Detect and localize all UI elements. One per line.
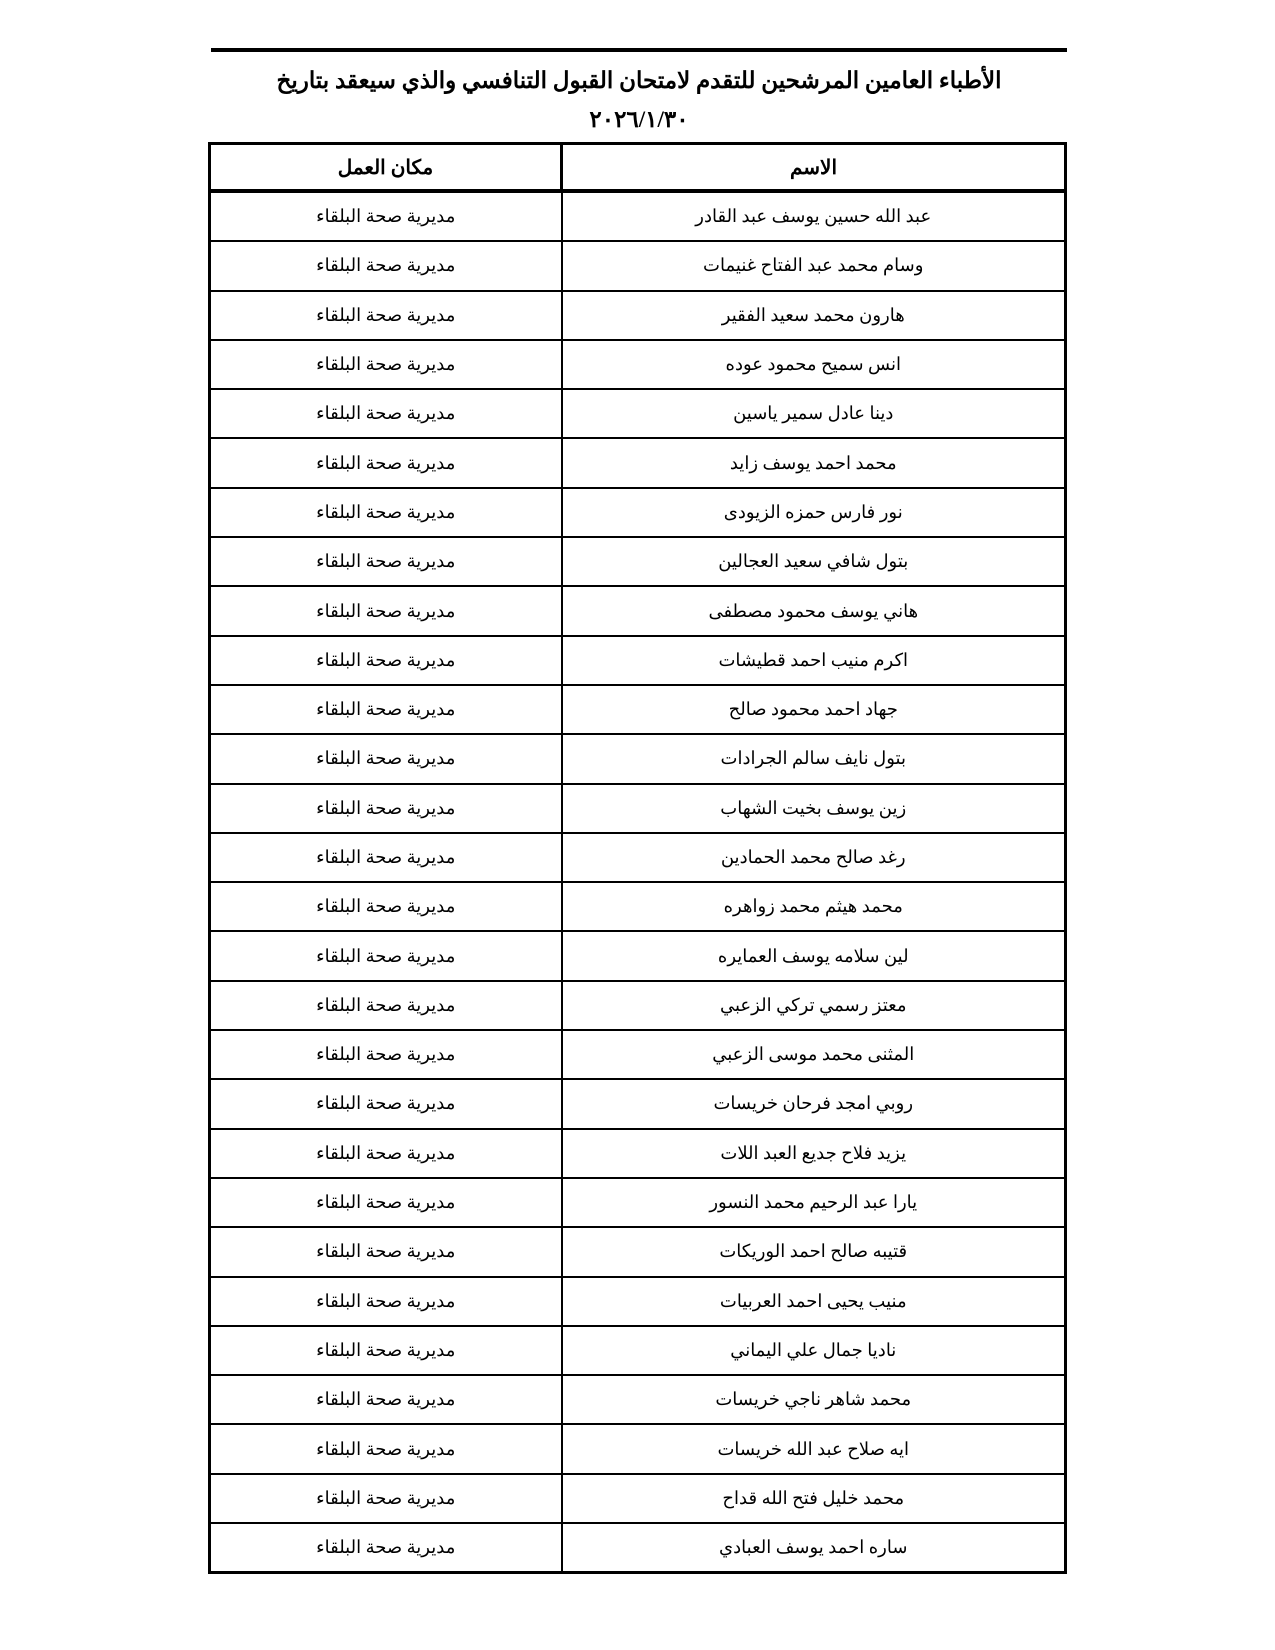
workplace-cell: مديرية صحة البلقاء [210, 1474, 562, 1523]
table-row [210, 191, 1066, 241]
candidate-name-cell: محمد هيثم محمد زواهره [562, 882, 1066, 931]
table-body [210, 191, 1066, 1573]
candidate-name-cell: هاني يوسف محمود مصطفى [562, 586, 1066, 635]
table-row [210, 438, 1066, 487]
table-row [210, 1277, 1066, 1326]
table-row [210, 586, 1066, 635]
document-date: ٢٠٢٦/١/٣٠ [589, 107, 689, 132]
table-row [210, 1424, 1066, 1473]
candidate-name-cell: نور فارس حمزه الزيودى [562, 488, 1066, 537]
candidate-name-cell: روبي امجد فرحان خريسات [562, 1079, 1066, 1128]
table-row [210, 1474, 1066, 1523]
table-row [210, 340, 1066, 389]
workplace-cell: مديرية صحة البلقاء [210, 1129, 562, 1178]
document-content [211, 48, 1067, 1574]
workplace-cell: مديرية صحة البلقاء [210, 1523, 562, 1573]
workplace-cell: مديرية صحة البلقاء [210, 340, 562, 389]
workplace-cell: مديرية صحة البلقاء [210, 586, 562, 635]
workplace-cell: مديرية صحة البلقاء [210, 1277, 562, 1326]
workplace-cell: مديرية صحة البلقاء [210, 438, 562, 487]
workplace-cell: مديرية صحة البلقاء [210, 685, 562, 734]
table-row [210, 931, 1066, 980]
workplace-cell: مديرية صحة البلقاء [210, 389, 562, 438]
candidate-name-cell: لين سلامه يوسف العمايره [562, 931, 1066, 980]
candidate-name-cell: قتيبه صالح احمد الوريكات [562, 1227, 1066, 1276]
table-row [210, 1375, 1066, 1424]
workplace-cell: مديرية صحة البلقاء [210, 833, 562, 882]
document-title: الأطباء العامين المرشحين للتقدم لامتحان القبول التنافسي والذي سيعقد بتاريخ [276, 68, 1002, 93]
workplace-cell: مديرية صحة البلقاء [210, 882, 562, 931]
table-row [210, 537, 1066, 586]
table-row [210, 882, 1066, 931]
table-row [210, 784, 1066, 833]
candidate-name-cell: ناديا جمال علي اليماني [562, 1326, 1066, 1375]
table-row [210, 241, 1066, 290]
workplace-cell: مديرية صحة البلقاء [210, 784, 562, 833]
candidate-name-cell: دينا عادل سمير ياسين [562, 389, 1066, 438]
workplace-cell: مديرية صحة البلقاء [210, 1079, 562, 1128]
table-row [210, 981, 1066, 1030]
table-row [210, 1030, 1066, 1079]
workplace-cell: مديرية صحة البلقاء [210, 1326, 562, 1375]
workplace-cell: مديرية صحة البلقاء [210, 1227, 562, 1276]
table-row [210, 389, 1066, 438]
table-row [210, 291, 1066, 340]
workplace-cell: مديرية صحة البلقاء [210, 931, 562, 980]
candidate-name-cell: رغد صالح محمد الحمادين [562, 833, 1066, 882]
candidate-name-cell: هارون محمد سعيد الفقير [562, 291, 1066, 340]
title-rule [211, 48, 1067, 52]
candidate-name-cell: محمد شاهر ناجي خريسات [562, 1375, 1066, 1424]
candidate-name-cell: ساره احمد يوسف العبادي [562, 1523, 1066, 1573]
candidate-name-cell: ايه صلاح عبد الله خريسات [562, 1424, 1066, 1473]
candidate-name-cell: منيب يحيى احمد العربيات [562, 1277, 1066, 1326]
workplace-cell: مديرية صحة البلقاء [210, 537, 562, 586]
column-header-workplace: مكان العمل [210, 144, 562, 192]
workplace-cell: مديرية صحة البلقاء [210, 981, 562, 1030]
table-row [210, 488, 1066, 537]
workplace-cell: مديرية صحة البلقاء [210, 291, 562, 340]
workplace-cell: مديرية صحة البلقاء [210, 191, 562, 241]
candidate-name-cell: عبد الله حسين يوسف عبد القادر [562, 191, 1066, 241]
candidates-table [208, 142, 1067, 1574]
workplace-cell: مديرية صحة البلقاء [210, 241, 562, 290]
candidate-name-cell: بتول شافي سعيد العجالين [562, 537, 1066, 586]
table-row [210, 1129, 1066, 1178]
workplace-cell: مديرية صحة البلقاء [210, 1030, 562, 1079]
candidate-name-cell: انس سميح محمود عوده [562, 340, 1066, 389]
workplace-cell: مديرية صحة البلقاء [210, 636, 562, 685]
workplace-cell: مديرية صحة البلقاء [210, 1424, 562, 1473]
candidate-name-cell: المثنى محمد موسى الزعبي [562, 1030, 1066, 1079]
table-row [210, 734, 1066, 783]
candidate-name-cell: يارا عبد الرحيم محمد النسور [562, 1178, 1066, 1227]
table-header [210, 144, 1066, 192]
candidate-name-cell: معتز رسمي تركي الزعبي [562, 981, 1066, 1030]
table-row [210, 636, 1066, 685]
workplace-cell: مديرية صحة البلقاء [210, 1375, 562, 1424]
workplace-cell: مديرية صحة البلقاء [210, 488, 562, 537]
table-row [210, 1523, 1066, 1573]
table-row [210, 685, 1066, 734]
candidate-name-cell: اكرم منيب احمد قطيشات [562, 636, 1066, 685]
candidate-name-cell: بتول نايف سالم الجرادات [562, 734, 1066, 783]
candidate-name-cell: وسام محمد عبد الفتاح غنيمات [562, 241, 1066, 290]
candidate-name-cell: محمد خليل فتح الله قداح [562, 1474, 1066, 1523]
workplace-cell: مديرية صحة البلقاء [210, 1178, 562, 1227]
table-row [210, 1178, 1066, 1227]
column-header-name: الاسم [562, 144, 1066, 192]
table-row [210, 833, 1066, 882]
candidate-name-cell: يزيد فلاح جديع العبد اللات [562, 1129, 1066, 1178]
table-row [210, 1326, 1066, 1375]
table-row [210, 1079, 1066, 1128]
candidate-name-cell: محمد احمد يوسف زايد [562, 438, 1066, 487]
header-row [210, 144, 1066, 192]
workplace-cell: مديرية صحة البلقاء [210, 734, 562, 783]
candidate-name-cell: جهاد احمد محمود صالح [562, 685, 1066, 734]
candidate-name-cell: زين يوسف بخيت الشهاب [562, 784, 1066, 833]
table-row [210, 1227, 1066, 1276]
